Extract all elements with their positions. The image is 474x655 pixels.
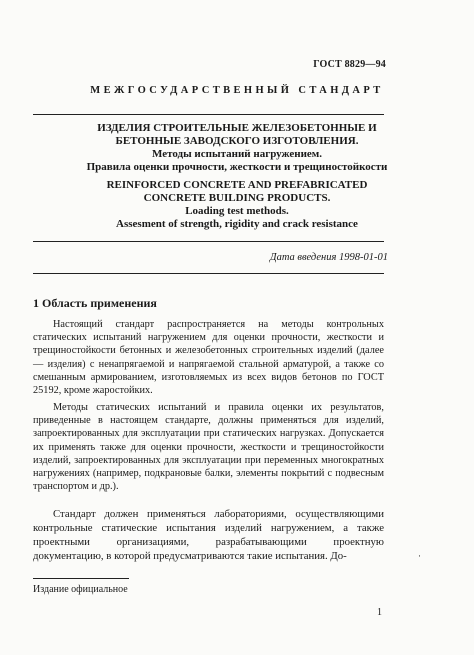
title-bottom-rule xyxy=(33,241,384,242)
title-en-line: Loading test methods. xyxy=(185,205,289,217)
section-heading: 1 Область применения xyxy=(33,296,157,310)
title-ru-line: БЕТОННЫЕ ЗАВОДСКОГО ИЗГОТОВЛЕНИЯ. xyxy=(115,135,359,147)
title-en-line: REINFORCED CONCRETE AND PREFABRICATED xyxy=(106,179,368,191)
document-number: ГОСТ 8829—94 xyxy=(313,59,386,70)
introduction-date: Дата введения 1998-01-01 xyxy=(269,252,388,263)
page-number: 1 xyxy=(377,607,382,618)
body-paragraph xyxy=(33,507,384,563)
footer-rule xyxy=(33,578,129,579)
body-paragraph xyxy=(33,318,384,397)
paragraph-text: Настоящий стандарт распространяется на методы контрольных статических испытаний нагружением для оценки прочности, жесткости и трещиностойкости бетонных и железобетонных строительных изделий (далее — изделия) с ненапрягаемой и напрягаемой стальной арматурой, а также со смешанным армированием, изготовляемых из всех видов бетонов по ГОСТ 25192, кроме жаростойких. xyxy=(33,319,384,397)
paragraph-text: Стандарт должен применяться лабораториями, осуществляющими контрольные статические испытания изделий нагружением, а также проектными организациями, разрабатывающими проектную документацию, в которой предусматриваются такие испытания. До- xyxy=(33,508,384,562)
standard-type-heading: МЕЖГОСУДАРСТВЕННЫЙ СТАНДАРТ xyxy=(90,85,384,96)
title-ru-line: Методы испытаний нагружением. xyxy=(151,148,323,160)
paragraph-text: Методы статических испытаний и правила оценки их результатов, приведенные в настоящем стандарте, должны применяться для изделий, запроектированных для эксплуатации при статических нагрузках. Допускается их применять также для оценки прочности, жесткости и трещиностойкости изделий, запроектированных для эксплуатации при переменных многократных нагружениях (например, подкрановые балки, элементы покрытий с подвесным транспортом и др.). xyxy=(33,402,384,493)
body-paragraph xyxy=(33,401,384,493)
date-rule xyxy=(33,273,384,274)
scan-speck: · xyxy=(418,551,421,561)
title-en-line: CONCRETE BUILDING PRODUCTS. xyxy=(143,192,331,204)
edition-note: Издание официальное xyxy=(33,584,128,595)
title-ru-line: Правила оценки прочности, жесткости и трещиностойкости xyxy=(86,161,388,173)
title-en-line: Assesment of strength, rigidity and crack resistance xyxy=(116,218,358,230)
title-ru-line: ИЗДЕЛИЯ СТРОИТЕЛЬНЫЕ ЖЕЛЕЗОБЕТОННЫЕ И xyxy=(97,122,377,134)
title-top-rule xyxy=(33,114,384,115)
document-title xyxy=(40,122,434,231)
